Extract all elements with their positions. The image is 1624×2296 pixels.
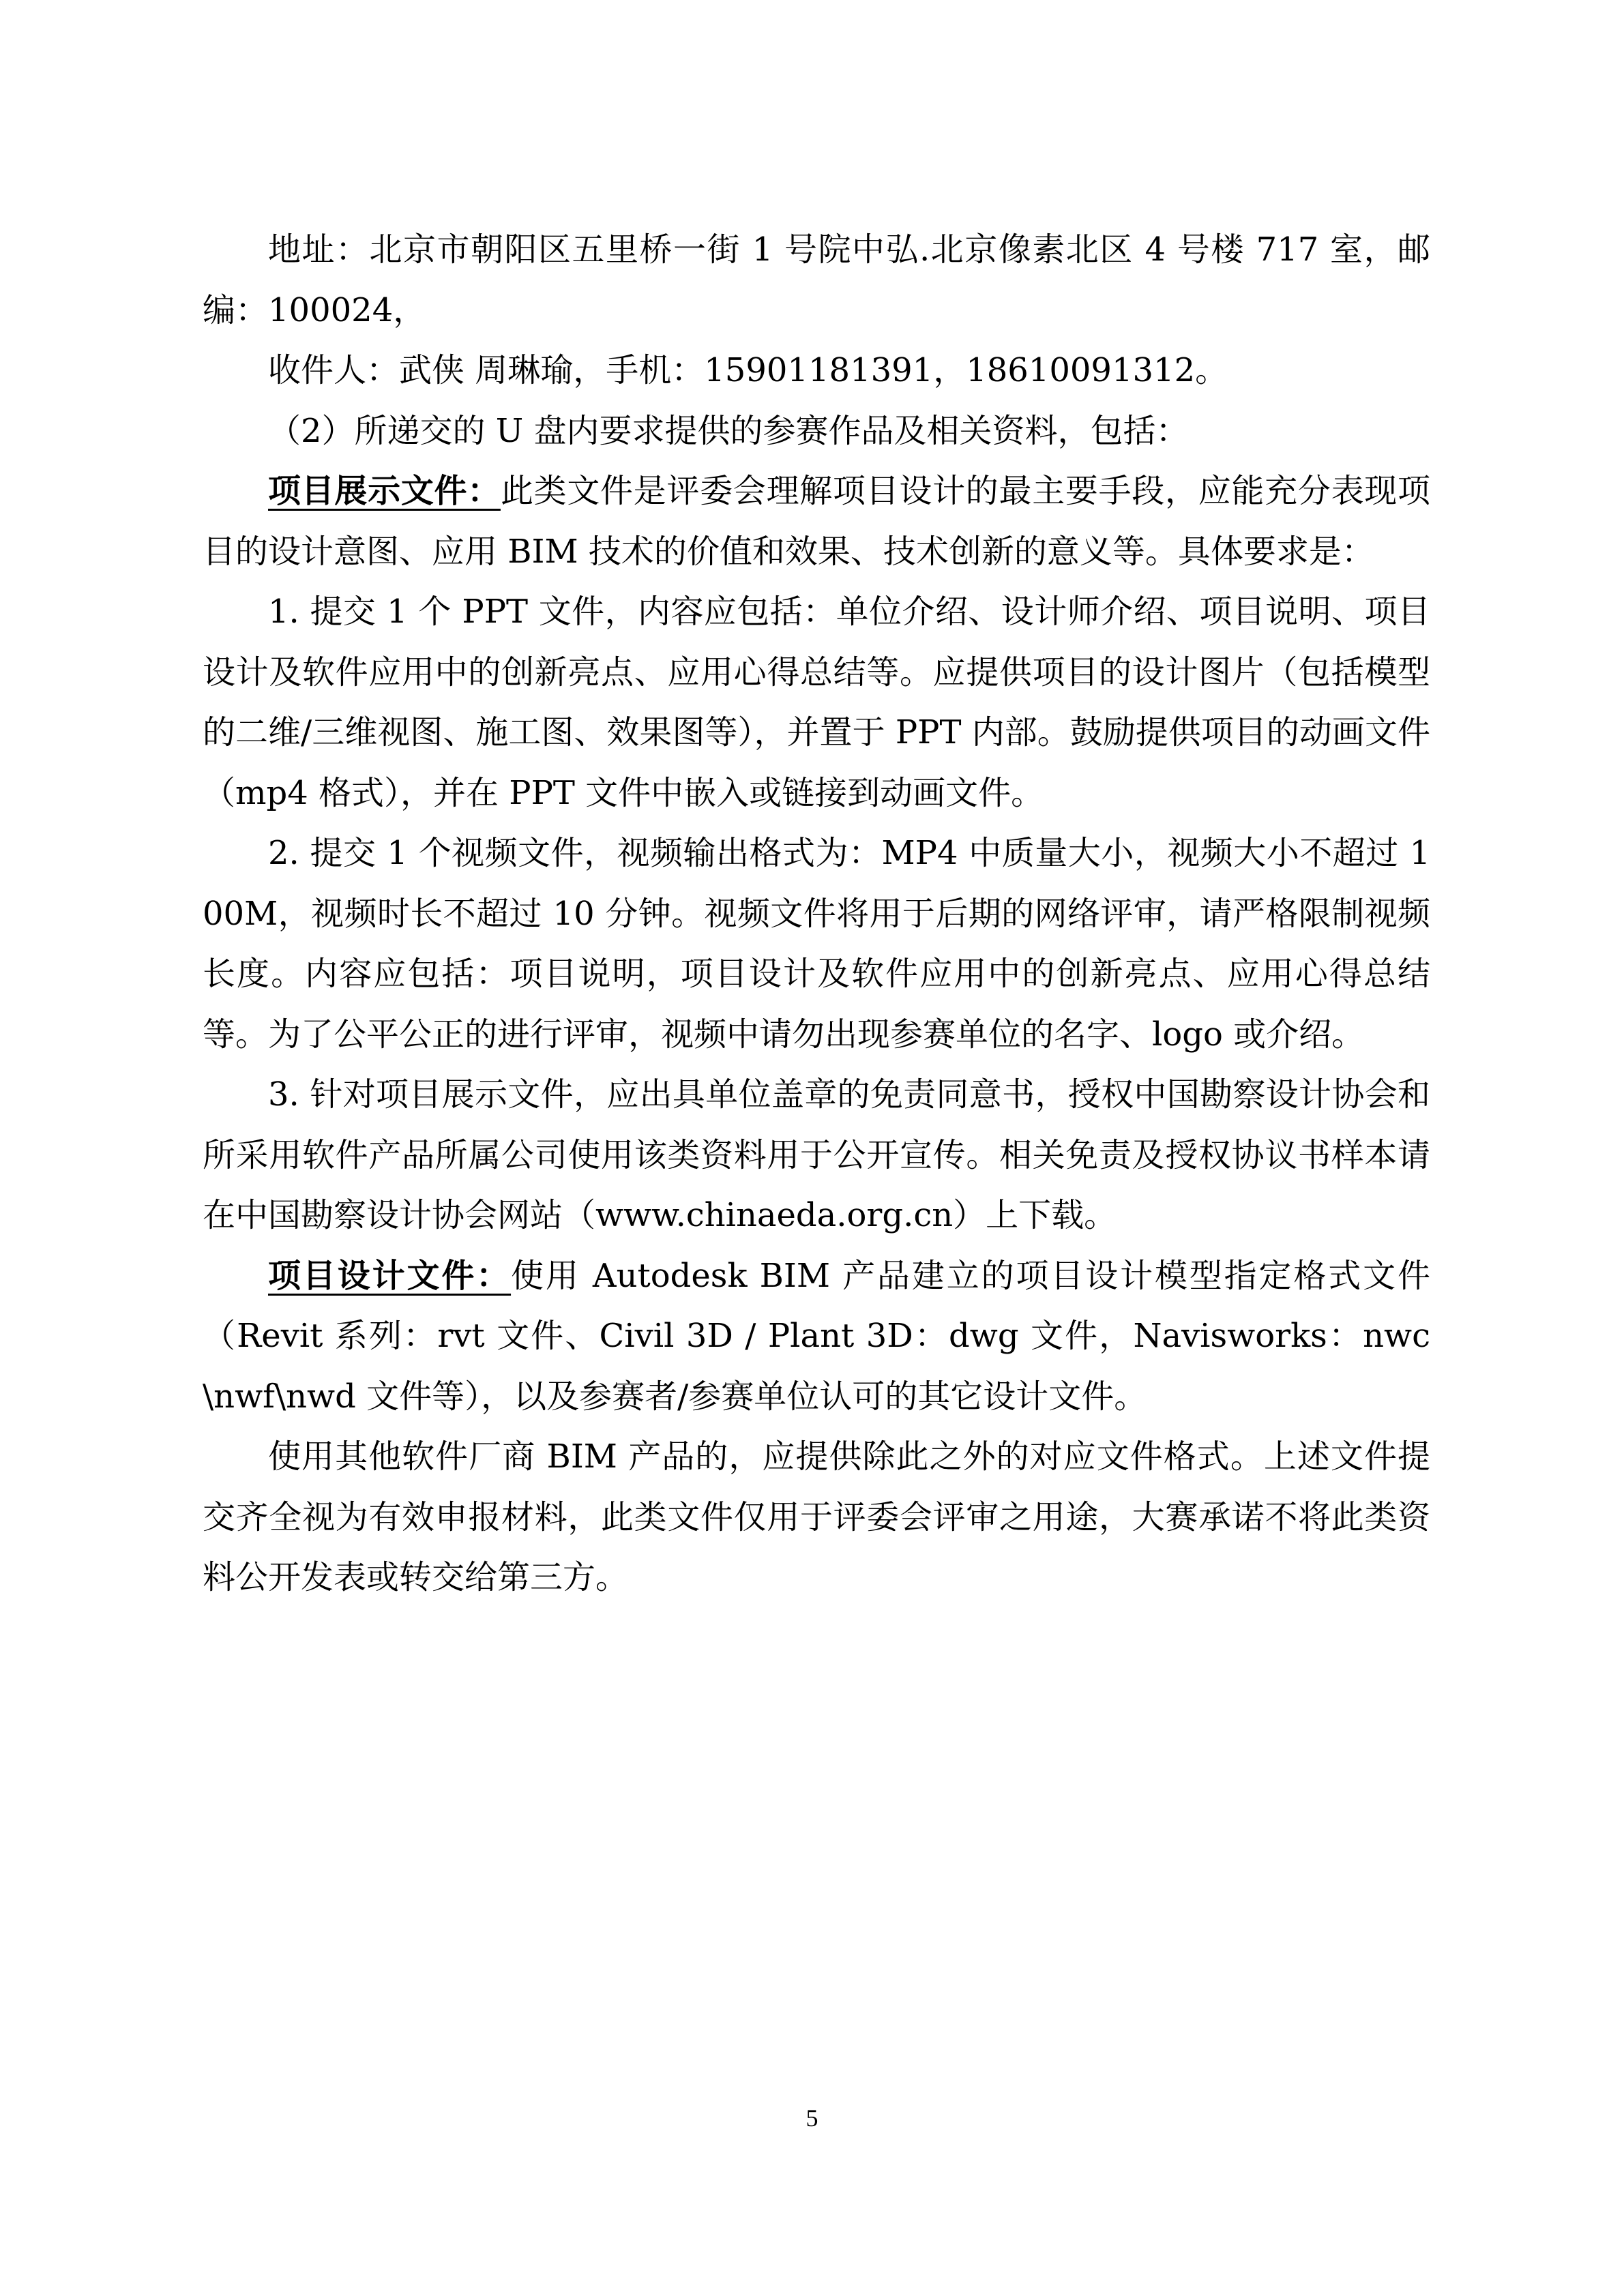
design-files-label: 项目设计文件： [268, 1256, 512, 1295]
display-files-text: 此类文件是评委会理解项目设计的最主要手段，应能充分表现项目的设计意图、应用 BIM 技术的价值和效果、技术创新的意义等。具体要求是： [203, 472, 1430, 571]
video-requirement-item: 2. 提交 1 个视频文件，视频输出格式为：MP4 中质量大小，视频大小不超过 100M，视频时长不超过 10 分钟。视频文件将用于后期的网络评审，请严格限制视频长度。内容应包括：项目说明，项目设计及软件应用中的创新亮点、应用心得总结等。为了公平公正的进行评审，视频中请勿出现参赛单位的名字、logo 或介绍。 [203, 834, 1430, 1054]
disclaimer-requirement-item: 3. 针对项目展示文件，应出具单位盖章的免责同意书，授权中国勘察设计协会和所采用软件产品所属公司使用该类资料用于公开宣传。相关免责及授权协议书样本请在中国勘察设计协会网站（www.chinaeda.org.cn）上下载。 [203, 1075, 1430, 1234]
design-files-paragraph [203, 1246, 1430, 1427]
ppt-requirement-item: 1. 提交 1 个 PPT 文件，内容应包括：单位介绍、设计师介绍、项目说明、项目设计及软件应用中的创新亮点、应用心得总结等。应提供项目的设计图片（包括模型的二维/三维视图、施工图、效果图等），并置于 PPT 内部。鼓励提供项目的动画文件（mp4 格式），并在 PPT 文件中嵌入或链接到动画文件。 [203, 593, 1430, 812]
design-files-text: 使用 Autodesk BIM 产品建立的项目设计模型指定格式文件（Revit 系列：rvt 文件、Civil 3D / Plant 3D：dwg 文件，Navisworks：nwc\nwf\nwd 文件等），以及参赛者/参赛单位认可的其它设计文件。 [203, 1256, 1430, 1416]
address-paragraph: 地址：北京市朝阳区五里桥一街 1 号院中弘.北京像素北区 4 号楼 717 室，邮编：100024， [203, 230, 1430, 329]
document-body [203, 220, 1430, 1608]
display-files-label: 项目展示文件： [268, 472, 501, 510]
recipient-paragraph: 收件人：武侠 周琳瑜，手机：15901181391，18610091312。 [268, 351, 1228, 389]
display-files-paragraph [203, 461, 1430, 582]
usb-requirements-intro: （2）所递交的 U 盘内要求提供的参赛作品及相关资料，包括： [268, 411, 1189, 450]
other-software-paragraph: 使用其他软件厂商 BIM 产品的，应提供除此之外的对应文件格式。上述文件提交齐全视为有效申报材料，此类文件仅用于评委会评审之用途，大赛承诺不将此类资料公开发表或转交给第三方。 [203, 1437, 1430, 1596]
page-number: 5 [806, 2104, 818, 2132]
